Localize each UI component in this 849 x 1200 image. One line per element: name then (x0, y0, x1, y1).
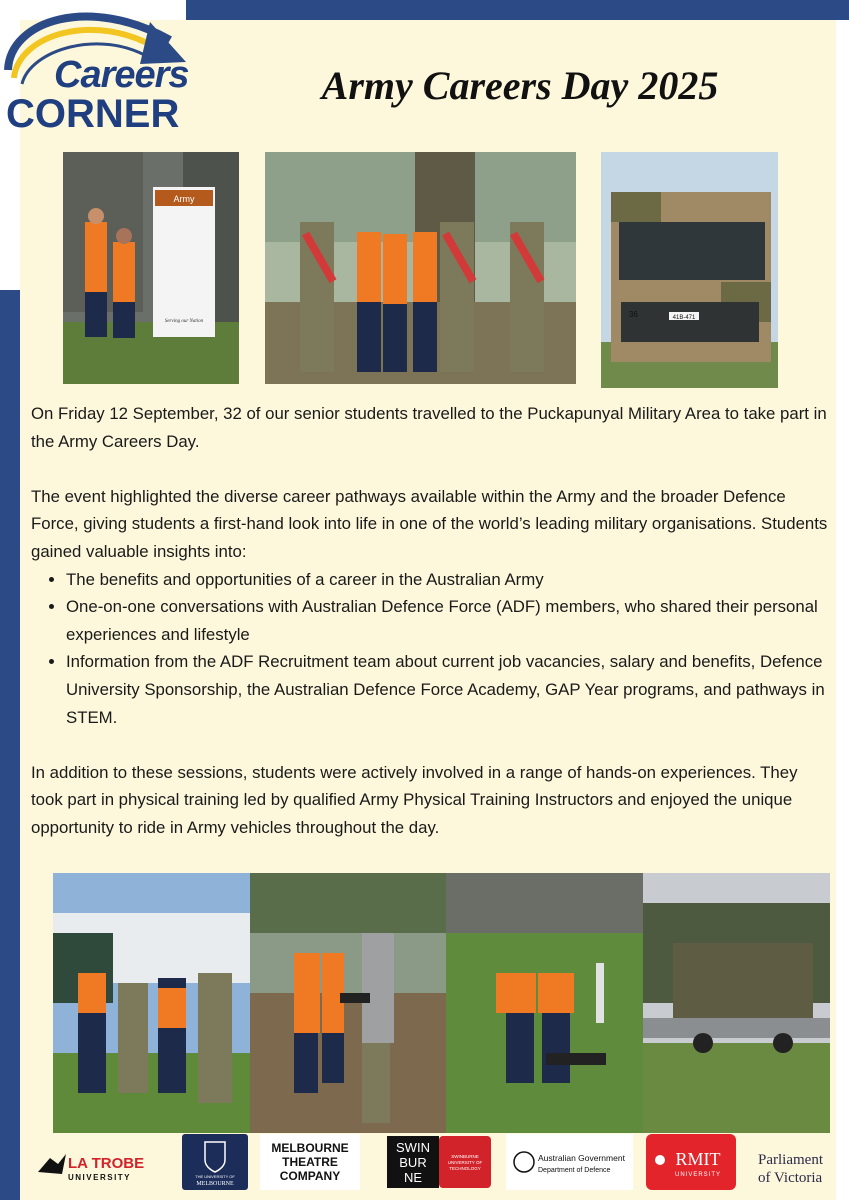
partner-logos (20, 1134, 849, 1194)
coat-of-arms-icon (514, 1152, 534, 1172)
latrobe-sub: UNIVERSITY (68, 1173, 132, 1182)
logo-uni-melbourne (182, 1134, 248, 1190)
logo-melbourne-theatre-company (260, 1134, 360, 1190)
careers-corner-logo (0, 0, 189, 140)
defence-dept: Department of Defence (538, 1167, 611, 1174)
swin-side1: SWINBURNE (451, 1154, 479, 1159)
page-title: Army Careers Day 2025 (321, 63, 719, 108)
insights-list (31, 566, 831, 732)
melbourne-name: MELBOURNE (196, 1181, 234, 1187)
bird-icon (38, 1154, 66, 1174)
mtc-line3: COMPANY (279, 1169, 341, 1183)
logo-parliament-victoria (752, 1134, 847, 1190)
crest-icon (205, 1142, 225, 1172)
paragraph-activities: In addition to these sessions, students were actively involved in a range of hands-on experiences. They took part in physical training led by qualified Army Physical Training Instructors and enjoyed the unique opportunity to ride in Army vehicles throughout the day. (31, 762, 798, 837)
melbourne-sub: THE UNIVERSITY OF (195, 1174, 235, 1179)
list-item: • One-on-one conversations with Australian Defence Force (ADF) members, who shared their personal experiences and lifestyle (66, 593, 831, 648)
logo-word-careers: Careers (54, 54, 189, 96)
photo-training-field (446, 873, 643, 1133)
paragraph-intro: On Friday 12 September, 32 of our senior students travelled to the Puckapunyal Military Area to take part in the Army Careers Day. (31, 404, 827, 451)
photo-students-army-banner (63, 152, 239, 384)
swin-l1: SWIN (396, 1140, 430, 1155)
truck-plate: 41B-471 (672, 315, 696, 321)
rmit-sub: UNIVERSITY (674, 1172, 722, 1178)
left-accent-bar (0, 290, 20, 1200)
latrobe-name: LA TROBE (68, 1155, 145, 1172)
parliament-line1: Parliament (758, 1152, 823, 1168)
rmit-mark-icon (655, 1155, 665, 1165)
photo-truck-on-trailer (643, 873, 830, 1133)
logo-word-corner: CORNER (6, 92, 180, 136)
article-body (31, 400, 831, 842)
photo-army-truck (601, 152, 778, 388)
photo-stretcher-carry (250, 873, 446, 1133)
swin-l2: BUR (399, 1155, 427, 1170)
logo-rmit (646, 1134, 736, 1190)
defence-gov: Australian Government (538, 1153, 625, 1163)
photo-thumbs-up-group (53, 873, 250, 1133)
banner-army-label: Army (173, 194, 195, 204)
logo-department-of-defence (506, 1134, 633, 1190)
list-item: • The benefits and opportunities of a career in the Australian Army (66, 566, 831, 594)
truck-number: 36 (629, 310, 638, 319)
swin-side2: UNIVERSITY OF (447, 1160, 483, 1165)
logo-la-trobe (32, 1134, 177, 1190)
rmit-name: RMIT (675, 1149, 721, 1169)
top-accent-bar (186, 0, 849, 20)
swin-l3: NE (403, 1170, 423, 1185)
swin-side3: TECHNOLOGY (449, 1166, 481, 1171)
mtc-line2: THEATRE (282, 1155, 338, 1169)
logo-swinburne (387, 1134, 492, 1190)
list-item: • Information from the ADF Recruitment team about current job vacancies, salary and benefits, Defence University Sponsorship, the Australian Defence Force Academy, GAP Year programs, and pathways in STEM. (66, 648, 831, 731)
parliament-line2: of Victoria (758, 1170, 823, 1186)
banner-caption: Serving our Nation (164, 319, 204, 324)
photo-students-with-soldiers (265, 152, 576, 384)
paragraph-event: The event highlighted the diverse career pathways available within the Army and the broader Defence Force, giving students a first-hand look into life in one of the world’s leading military organisations. Students gained valuable insights into: (31, 486, 828, 561)
mtc-line1: MELBOURNE (271, 1141, 349, 1155)
